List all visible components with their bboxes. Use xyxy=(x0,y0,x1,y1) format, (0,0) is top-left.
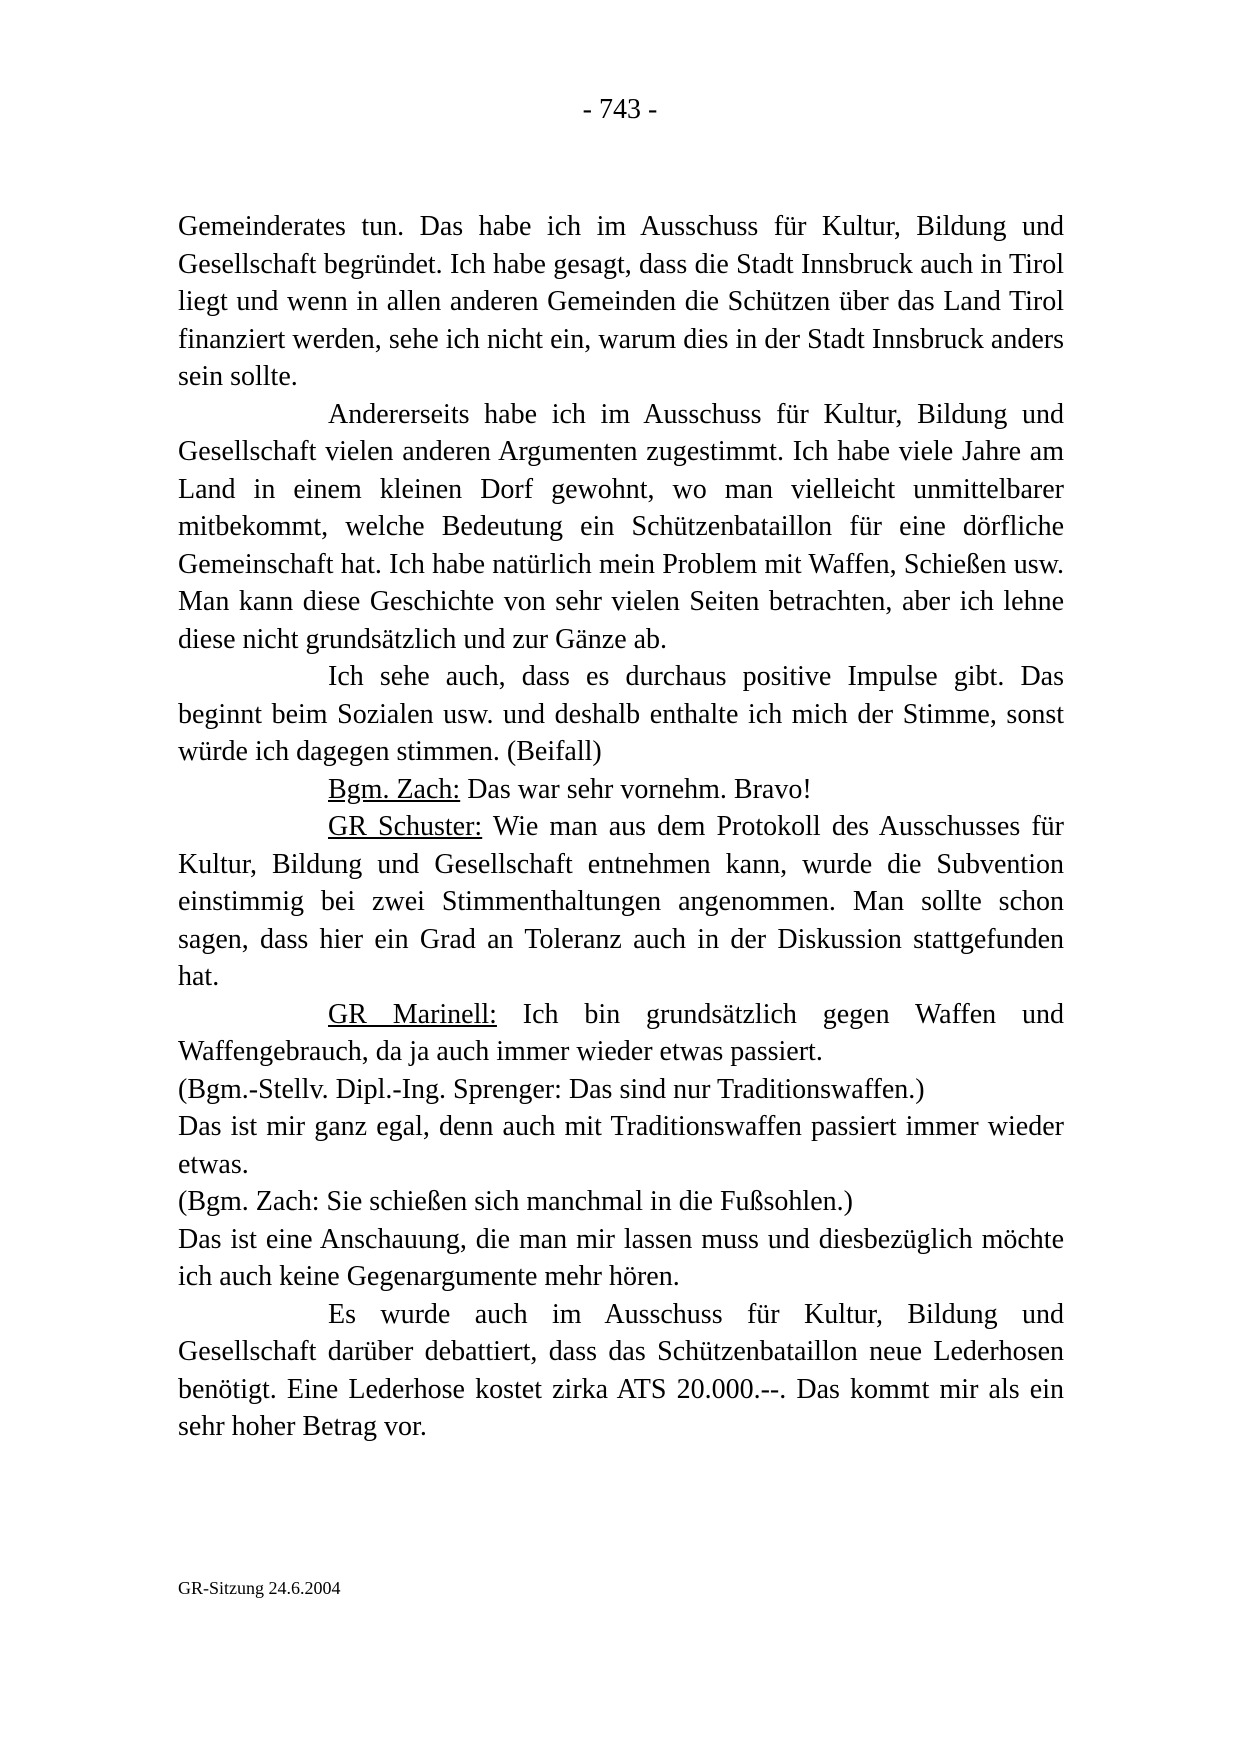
paragraph-text: Das ist mir ganz egal, denn auch mit Traditionswaffen passiert immer wieder etwas. xyxy=(178,1111,1064,1180)
page-number: - 743 - xyxy=(582,94,658,125)
paragraph-text: Andererseits habe ich im Ausschuss für Kultur, Bildung und Gesellschaft vielen anderen Argumenten zugestimmt. Ich habe viele Jahre am Land in einem kleinen Dorf gewohnt, wo man vielleicht unmittelbarer mitbekommt, welche Bedeutung ein Schützenbataillon für eine dörfliche Gemeinschaft hat. Ich habe natürlich mein Problem mit Waffen, Schießen usw. Man kann diese Geschichte von sehr vielen Seiten betrachten, aber ich lehne diese nicht grundsätzlich und zur Gänze ab. xyxy=(178,398,1064,655)
paragraph xyxy=(178,658,1064,771)
paragraph xyxy=(178,396,1064,659)
paragraph-text: Wie man aus dem Protokoll des Ausschusses für Kultur, Bildung und Gesellschaft entnehmen kann, wurde die Subvention einstimmig bei zwei Stimmenthaltungen angenommen. Man sollte schon sagen, dass hier ein Grad an Toleranz auch in der Diskussion stattgefunden hat. xyxy=(178,811,1065,992)
paragraph-text: Das war sehr vornehm. Bravo! xyxy=(460,773,812,805)
paragraph-text: Es wurde auch im Ausschuss für Kultur, Bildung und Gesellschaft darüber debattiert, dass das Schützenbataillon neue Lederhosen benötigt. Eine Lederhose kostet zirka ATS 20.000.--. Das kommt mir als ein sehr hoher Betrag vor. xyxy=(178,1298,1064,1442)
speaker-name: GR Schuster: xyxy=(328,811,483,842)
paragraph-text: Das ist eine Anschauung, die man mir lassen muss und diesbezüglich möchte ich auch keine Gegenargumente mehr hören. xyxy=(178,1223,1064,1292)
paragraph-text: Ich sehe auch, dass es durchaus positive Impulse gibt. Das beginnt beim Sozialen usw. und deshalb enthalte ich mich der Stimme, sonst würde ich dagegen stimmen. (Beifall) xyxy=(178,661,1064,767)
speech-paragraph xyxy=(178,808,1064,996)
paragraph xyxy=(178,208,1064,396)
paragraph xyxy=(178,1108,1064,1183)
interjection xyxy=(178,1071,1064,1109)
paragraph-text: (Bgm. Zach: Sie schießen sich manchmal in die Fußsohlen.) xyxy=(178,1186,853,1217)
paragraph xyxy=(178,1296,1064,1446)
speech-paragraph xyxy=(178,771,1064,809)
footer-session-date: GR-Sitzung 24.6.2004 xyxy=(178,1578,341,1598)
speaker-name: Bgm. Zach: xyxy=(328,773,461,805)
speaker-name: GR Marinell: xyxy=(328,998,497,1030)
paragraph xyxy=(178,1221,1064,1296)
body-text xyxy=(178,208,1064,1446)
paragraph-text: Ich bin grundsätzlich gegen Waffen und Waffengebrauch, da ja auch immer wieder etwas passiert. xyxy=(178,998,1065,1067)
paragraph-text: (Bgm.-Stellv. Dipl.-Ing. Sprenger: Das sind nur Traditionswaffen.) xyxy=(178,1073,925,1105)
interjection xyxy=(178,1183,1064,1221)
paragraph-text: Gemeinderates tun. Das habe ich im Ausschuss für Kultur, Bildung und Gesellschaft begründet. Ich habe gesagt, dass die Stadt Innsbruck auch in Tirol liegt und wenn in allen anderen Gemeinden die Schützen über das Land Tirol finanziert werden, sehe ich nicht ein, warum dies in der Stadt Innsbruck anders sein sollte. xyxy=(178,211,1064,392)
speech-paragraph xyxy=(178,996,1064,1071)
